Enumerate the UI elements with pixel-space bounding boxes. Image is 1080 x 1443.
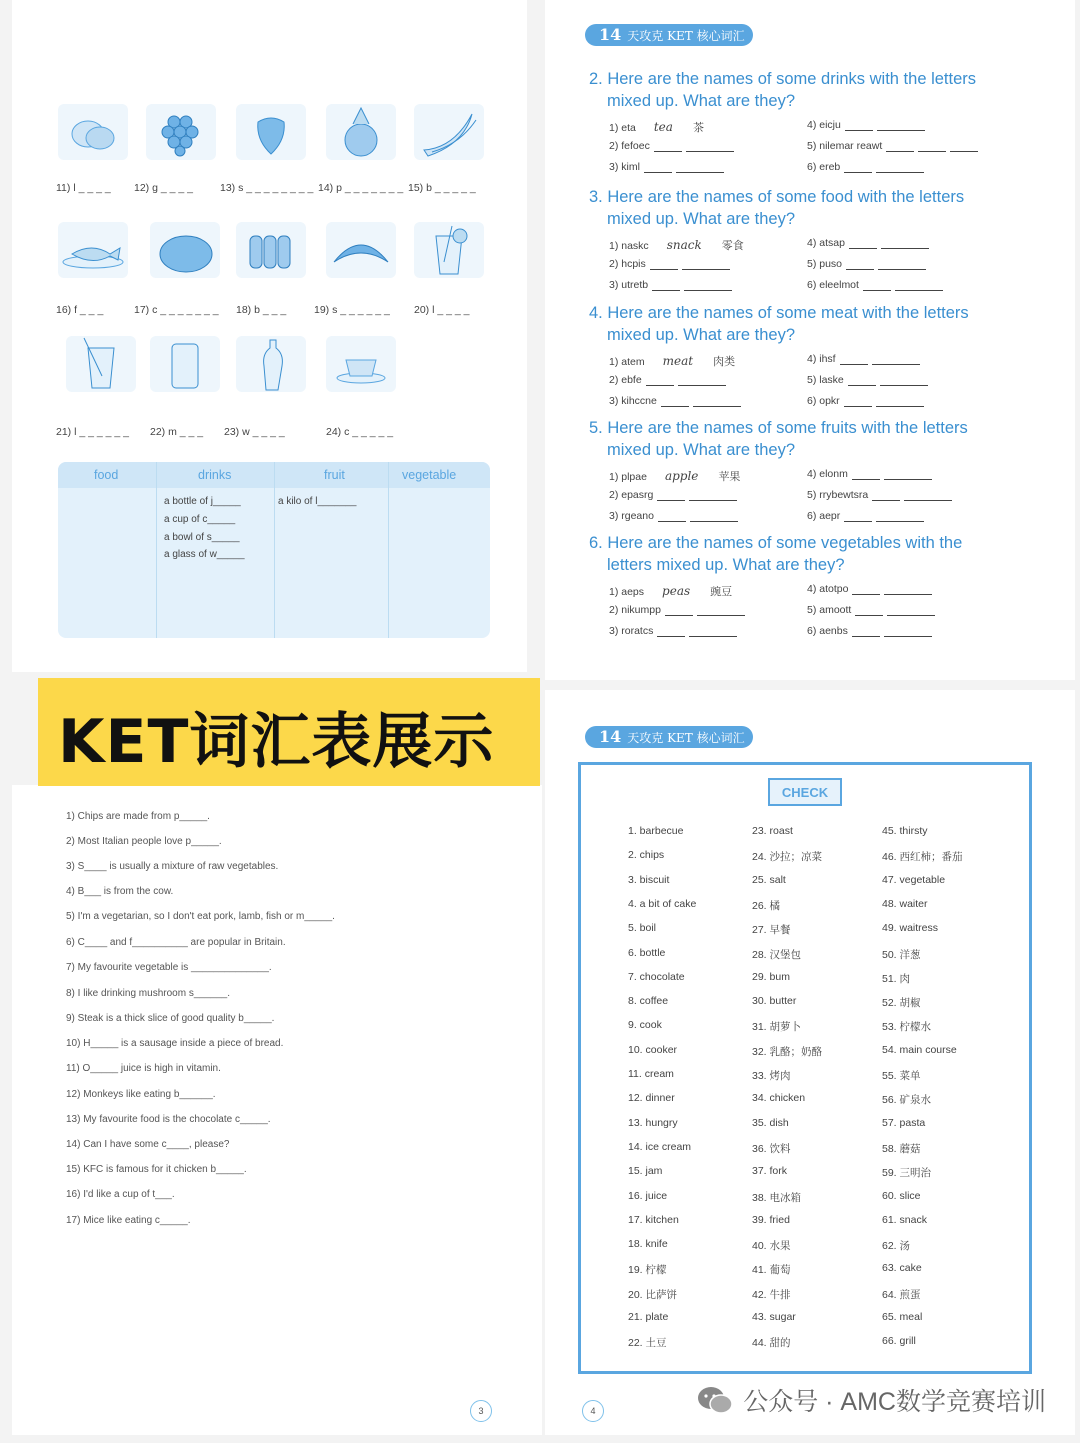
- vocab-item: 1. barbecue: [628, 825, 684, 837]
- vocab-item: 30. butter: [752, 995, 797, 1008]
- vocab-item: 20. 比萨饼: [628, 1288, 678, 1301]
- caption-12: 12) g _ _ _ _: [134, 182, 193, 194]
- sentence-item: 6) C____ and f__________ are popular in Britain.: [66, 937, 286, 948]
- vocab-item: 62. 汤: [882, 1240, 911, 1253]
- vocab-item: 54. main course: [882, 1043, 957, 1056]
- vocab-item: 61. snack: [882, 1213, 927, 1226]
- vocab-item: 50. 洋葱: [882, 948, 921, 961]
- vocab-item: 41. 葡萄: [752, 1264, 791, 1277]
- vocab-item: 22. 土豆: [628, 1337, 667, 1350]
- vocab-item: 3. biscuit: [628, 873, 670, 886]
- vocab-item: 45. thirsty: [882, 825, 928, 837]
- sentence-item: 13) My favourite food is the chocolate c_____.: [66, 1114, 271, 1125]
- vocab-item: 46. 西红柿；番茄: [882, 851, 963, 864]
- exercise-title: 6. Here are the names of some vegetables with the letters mixed up. What are they?: [589, 534, 963, 574]
- vocab-item: 23. roast: [752, 825, 793, 837]
- vocab-item: 21. plate: [628, 1311, 669, 1323]
- watermark-text: 公众号 · AMC数学竞赛培训: [743, 1388, 1046, 1416]
- vocab-item: 40. 水果: [752, 1240, 791, 1253]
- series-banner-bottom: 14 天攻克 KET 核心词汇: [585, 726, 753, 748]
- exercise-5: 5. Here are the names of some fruits with the letters mixed up. What are they? 1) plpae apple 苹果 4) elonm 2) epasrg 5) rrybewtsra 3) rgeano 6) aepr: [585, 417, 1005, 528]
- vocab-item: 19. 柠檬: [628, 1264, 667, 1277]
- caption-16: 16) f _ _ _: [56, 304, 104, 316]
- watermark: [697, 1382, 1046, 1418]
- caption-24: 24) c _ _ _ _ _: [326, 426, 394, 438]
- vocab-item: 48. waiter: [882, 897, 928, 910]
- vocab-item: 18. knife: [628, 1238, 668, 1251]
- fish-picture: [58, 222, 128, 278]
- pineapple-picture: [326, 104, 396, 160]
- sentence-item: 3) S____ is usually a mixture of raw vegetables.: [66, 861, 279, 872]
- worksheet-page-left-bottom: [12, 785, 542, 1435]
- vocab-item: 27. 早餐: [752, 924, 791, 937]
- vocab-item: 56. 矿泉水: [882, 1094, 932, 1107]
- caption-11: 11) l _ _ _ _: [56, 182, 111, 194]
- vocab-item: 32. 乳酪；奶酪: [752, 1045, 823, 1058]
- exercise-title: 4. Here are the names of some meat with the letters mixed up. What are they?: [589, 304, 969, 344]
- vocab-item: 14. ice cream: [628, 1140, 692, 1153]
- vocab-item: 63. cake: [882, 1262, 922, 1275]
- caption-19: 19) s _ _ _ _ _ _: [314, 304, 390, 316]
- bread-picture: [236, 222, 306, 278]
- caption-14: 14) p _ _ _ _ _ _ _: [318, 182, 404, 194]
- vocab-item: 49. waitress: [882, 922, 939, 935]
- check-label: CHECK: [768, 778, 842, 806]
- vocab-item: 11. cream: [628, 1068, 674, 1080]
- sentence-item: 7) My favourite vegetable is ______________.: [66, 962, 272, 973]
- page-number: 4: [582, 1400, 604, 1422]
- exercise-title: 2. Here are the names of some drinks with the letters mixed up. What are they?: [589, 70, 977, 110]
- grapes-picture: [146, 104, 216, 160]
- vocab-item: 37. fork: [752, 1165, 788, 1178]
- caption-13: 13) s _ _ _ _ _ _ _ _: [220, 182, 314, 194]
- sentence-item: 4) B___ is from the cow.: [66, 886, 174, 897]
- vocab-item: 6. bottle: [628, 946, 666, 959]
- vocab-item: 43. sugar: [752, 1311, 796, 1323]
- exercise-3: 3. Here are the names of some food with the letters mixed up. What are they? 1) naskc snack 零食 4) atsap 2) hcpis 5) puso 3) utretb 6) eleelmot: [585, 186, 1005, 297]
- sentence-item: 11) O_____ juice is high in vitamin.: [66, 1063, 221, 1074]
- vocab-item: 26. 橘: [752, 899, 781, 912]
- vocab-item: 13. hungry: [628, 1116, 678, 1129]
- vocab-item: 10. cooker: [628, 1043, 678, 1056]
- sentence-item: 16) I'd like a cup of t___.: [66, 1189, 175, 1200]
- sentence-item: 14) Can I have some c____, please?: [66, 1139, 230, 1150]
- page-number: 3: [470, 1400, 492, 1422]
- vocab-item: 35. dish: [752, 1116, 789, 1129]
- caption-22: 22) m _ _ _: [150, 426, 204, 438]
- sentence-item: 15) KFC is famous for it chicken b_____.: [66, 1164, 247, 1175]
- caption-15: 15) b _ _ _ _ _: [408, 182, 476, 194]
- lemon-picture: [58, 104, 128, 160]
- sausage-picture: [326, 222, 396, 278]
- food-category-table: [58, 462, 490, 638]
- vocab-item: 15. jam: [628, 1165, 663, 1178]
- vocab-item: 12. dinner: [628, 1092, 675, 1105]
- fruit-cell: a kilo of l_______: [278, 496, 357, 507]
- vocab-item: 28. 汉堡包: [752, 948, 802, 961]
- vocab-item: 51. 肉: [882, 972, 911, 985]
- vocab-item: 59. 三明治: [882, 1167, 932, 1180]
- caption-20: 20) l _ _ _ _: [414, 304, 470, 316]
- strawberry-picture: [236, 104, 306, 160]
- sentence-item: 17) Mice like eating c_____.: [66, 1215, 191, 1226]
- exercise-title: 5. Here are the names of some fruits with the letters mixed up. What are they?: [589, 419, 968, 459]
- vocab-item: 47. vegetable: [882, 873, 946, 886]
- vocab-item: 36. 饮料: [752, 1142, 791, 1155]
- exercise-2: 2. Here are the names of some drinks with the letters mixed up. What are they? 1) eta tea 茶 4) eicju 2) fefoec 5) nilemar reawt 3) kiml 6) ereb: [585, 68, 1005, 179]
- vocab-item: 4. a bit of cake: [628, 897, 697, 910]
- vocab-item: 38. 电冰箱: [752, 1191, 802, 1204]
- drinks-cell: a bowl of s_____: [164, 532, 240, 543]
- drinks-cell: a bottle of j_____: [164, 496, 241, 507]
- header-vegetable: vegetable: [402, 468, 457, 482]
- wechat-icon: [697, 1385, 733, 1415]
- vocab-item: 24. 沙拉；凉菜: [752, 851, 823, 864]
- chicken-picture: [150, 222, 220, 278]
- milk-glass-picture: [150, 336, 220, 392]
- vocab-item: 65. meal: [882, 1311, 923, 1323]
- caption-17: 17) c _ _ _ _ _ _ _: [134, 304, 219, 316]
- vocab-item: 53. 柠檬水: [882, 1021, 932, 1034]
- vocab-item: 33. 烤肉: [752, 1070, 791, 1082]
- exercise-4: 4. Here are the names of some meat with the letters mixed up. What are they? 1) atem meat 肉类 4) ihsf 2) ebfe 5) laske 3) kihccne 6) opkr: [585, 302, 1005, 413]
- vocab-item: 39. fried: [752, 1213, 790, 1226]
- vocab-item: 44. 甜的: [752, 1337, 791, 1350]
- vocab-item: 8. coffee: [628, 995, 669, 1008]
- vocab-item: 5. boil: [628, 922, 657, 935]
- header-drinks: drinks: [198, 468, 232, 482]
- sentence-item: 5) I'm a vegetarian, so I don't eat pork, lamb, fish or m_____.: [66, 911, 335, 922]
- header-fruit: fruit: [324, 468, 345, 482]
- vocab-item: 25. salt: [752, 873, 786, 886]
- title-text: KET词汇表展示: [58, 707, 495, 777]
- header-food: food: [94, 468, 119, 482]
- coffee-cup-picture: [326, 336, 396, 392]
- sentence-item: 2) Most Italian people love p_____.: [66, 836, 222, 847]
- vocab-item: 29. bum: [752, 970, 790, 983]
- title-banner: [38, 678, 540, 786]
- vocab-item: 60. slice: [882, 1189, 921, 1202]
- water-bottle-picture: [236, 336, 306, 392]
- sentence-item: 12) Monkeys like eating b______.: [66, 1089, 216, 1100]
- banana-picture: [414, 104, 484, 160]
- vocab-item: 34. chicken: [752, 1092, 806, 1105]
- drinks-cell: a glass of w_____: [164, 549, 245, 560]
- vocab-item: 58. 蘑菇: [882, 1142, 921, 1155]
- sentence-item: 1) Chips are made from p_____.: [66, 811, 210, 822]
- sentence-item: 9) Steak is a thick slice of good quality b_____.: [66, 1013, 275, 1024]
- sentence-item: 8) I like drinking mushroom s______.: [66, 988, 230, 999]
- vocab-item: 42. 牛排: [752, 1288, 791, 1301]
- drinks-cell: a cup of c_____: [164, 514, 236, 525]
- caption-18: 18) b _ _ _: [236, 304, 287, 316]
- exercise-title: 3. Here are the names of some food with the letters mixed up. What are they?: [589, 188, 965, 228]
- vocab-item: 2. chips: [628, 849, 665, 862]
- vocab-item: 52. 胡椒: [882, 997, 921, 1010]
- caption-21: 21) l _ _ _ _ _ _: [56, 426, 129, 438]
- vocab-item: 66. grill: [882, 1335, 916, 1348]
- exercise-6: 6. Here are the names of some vegetables with the letters mixed up. What are they? 1) aeps peas 豌豆 4) atotpo 2) nikumpp 5) amoott 3) roratcs 6) aenbs: [585, 532, 1005, 643]
- vocab-item: 57. pasta: [882, 1116, 926, 1129]
- vocab-item: 9. cook: [628, 1019, 662, 1032]
- vocab-item: 7. chocolate: [628, 970, 685, 983]
- sentence-item: 10) H_____ is a sausage inside a piece of bread.: [66, 1038, 284, 1049]
- vocab-item: 31. 胡萝卜: [752, 1021, 802, 1034]
- caption-23: 23) w _ _ _ _: [224, 426, 285, 438]
- lemonade-glass-picture: [414, 222, 484, 278]
- vocab-item: 64. 煎蛋: [882, 1288, 921, 1301]
- juice-glass-picture: [66, 336, 136, 392]
- vocab-item: 16. juice: [628, 1189, 668, 1202]
- series-banner-top: 14 天攻克 KET 核心词汇: [585, 24, 753, 46]
- vocab-item: 17. kitchen: [628, 1213, 679, 1226]
- vocab-item: 55. 菜单: [882, 1070, 921, 1082]
